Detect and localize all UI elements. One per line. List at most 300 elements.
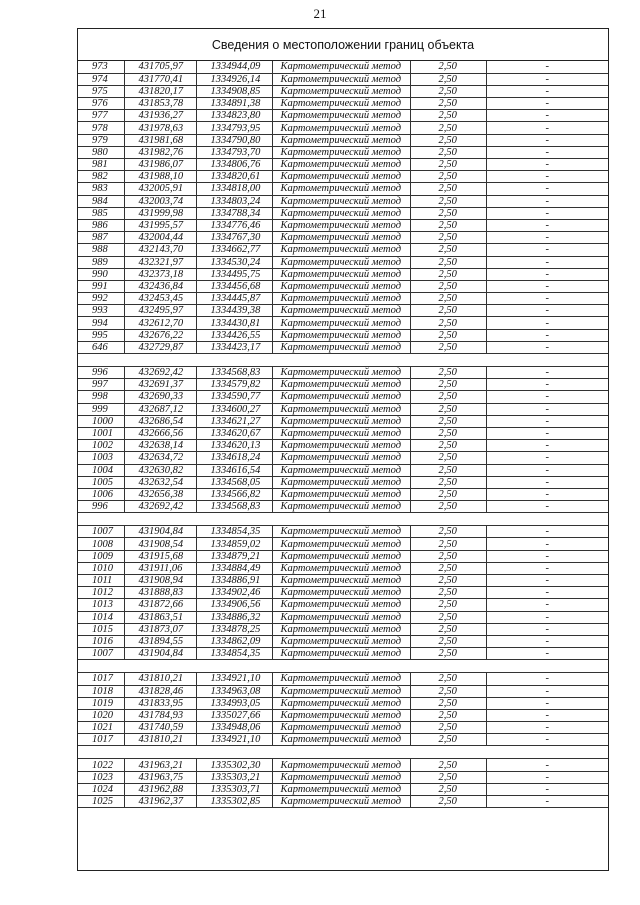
description: - xyxy=(486,501,608,513)
method: Картометрический метод xyxy=(272,648,410,660)
point-number: 1013 xyxy=(78,599,124,611)
accuracy: 2,50 xyxy=(410,488,486,500)
point-number: 997 xyxy=(78,379,124,391)
description: - xyxy=(486,759,608,771)
method: Картометрический метод xyxy=(272,280,410,292)
method: Картометрический метод xyxy=(272,427,410,439)
method: Картометрический метод xyxy=(272,697,410,709)
point-number: 980 xyxy=(78,146,124,158)
y-coordinate: 1334859,02 xyxy=(196,538,272,550)
point-number: 1025 xyxy=(78,796,124,808)
table-row xyxy=(78,709,608,721)
description: - xyxy=(486,146,608,158)
table-row xyxy=(78,110,608,122)
y-coordinate: 1334456,68 xyxy=(196,280,272,292)
x-coordinate: 432686,54 xyxy=(124,415,196,427)
method: Картометрический метод xyxy=(272,183,410,195)
accuracy: 2,50 xyxy=(410,759,486,771)
description: - xyxy=(486,171,608,183)
y-coordinate: 1334908,85 xyxy=(196,85,272,97)
point-number: 976 xyxy=(78,98,124,110)
x-coordinate: 431828,46 xyxy=(124,685,196,697)
accuracy: 2,50 xyxy=(410,427,486,439)
accuracy: 2,50 xyxy=(410,367,486,379)
method: Картометрический метод xyxy=(272,635,410,647)
method: Картометрический метод xyxy=(272,61,410,73)
description: - xyxy=(486,305,608,317)
x-coordinate: 431740,59 xyxy=(124,722,196,734)
description: - xyxy=(486,685,608,697)
point-number: 1021 xyxy=(78,722,124,734)
accuracy: 2,50 xyxy=(410,61,486,73)
x-coordinate: 431904,84 xyxy=(124,526,196,538)
x-coordinate: 432004,44 xyxy=(124,232,196,244)
x-coordinate: 432729,87 xyxy=(124,341,196,353)
y-coordinate: 1335303,71 xyxy=(196,783,272,795)
y-coordinate: 1334886,91 xyxy=(196,575,272,587)
accuracy: 2,50 xyxy=(410,293,486,305)
point-number: 1022 xyxy=(78,759,124,771)
table-row xyxy=(78,452,608,464)
x-coordinate: 431820,17 xyxy=(124,85,196,97)
point-number: 983 xyxy=(78,183,124,195)
y-coordinate: 1334426,55 xyxy=(196,329,272,341)
description: - xyxy=(486,734,608,746)
y-coordinate: 1334921,10 xyxy=(196,734,272,746)
table-row xyxy=(78,611,608,623)
group-separator xyxy=(78,513,608,526)
accuracy: 2,50 xyxy=(410,73,486,85)
y-coordinate: 1334926,14 xyxy=(196,73,272,85)
y-coordinate: 1334430,81 xyxy=(196,317,272,329)
description: - xyxy=(486,550,608,562)
x-coordinate: 431963,21 xyxy=(124,759,196,771)
point-number: 992 xyxy=(78,293,124,305)
accuracy: 2,50 xyxy=(410,771,486,783)
y-coordinate: 1334993,05 xyxy=(196,697,272,709)
point-number: 974 xyxy=(78,73,124,85)
description: - xyxy=(486,329,608,341)
point-number: 1004 xyxy=(78,464,124,476)
point-number: 1007 xyxy=(78,526,124,538)
accuracy: 2,50 xyxy=(410,232,486,244)
x-coordinate: 431982,76 xyxy=(124,146,196,158)
coordinates-table xyxy=(78,61,608,808)
y-coordinate: 1334862,09 xyxy=(196,635,272,647)
table-row xyxy=(78,783,608,795)
method: Картометрический метод xyxy=(272,293,410,305)
method: Картометрический метод xyxy=(272,685,410,697)
separator-cell xyxy=(78,513,608,526)
method: Картометрический метод xyxy=(272,379,410,391)
point-number: 993 xyxy=(78,305,124,317)
accuracy: 2,50 xyxy=(410,722,486,734)
group-separator xyxy=(78,660,608,673)
method: Картометрический метод xyxy=(272,256,410,268)
point-number: 989 xyxy=(78,256,124,268)
accuracy: 2,50 xyxy=(410,134,486,146)
table-row xyxy=(78,391,608,403)
point-number: 1016 xyxy=(78,635,124,647)
point-number: 1023 xyxy=(78,771,124,783)
table-body xyxy=(78,61,608,808)
description: - xyxy=(486,379,608,391)
y-coordinate: 1334963,08 xyxy=(196,685,272,697)
table-row xyxy=(78,219,608,231)
y-coordinate: 1334662,77 xyxy=(196,244,272,256)
table-row xyxy=(78,415,608,427)
description: - xyxy=(486,159,608,171)
point-number: 1012 xyxy=(78,587,124,599)
separator-cell xyxy=(78,746,608,759)
table-row xyxy=(78,623,608,635)
x-coordinate: 432692,42 xyxy=(124,501,196,513)
method: Картометрический метод xyxy=(272,98,410,110)
point-number: 996 xyxy=(78,501,124,513)
table-row xyxy=(78,562,608,574)
y-coordinate: 1334948,06 xyxy=(196,722,272,734)
x-coordinate: 431770,41 xyxy=(124,73,196,85)
table-row xyxy=(78,280,608,292)
method: Картометрический метод xyxy=(272,476,410,488)
method: Картометрический метод xyxy=(272,232,410,244)
method: Картометрический метод xyxy=(272,796,410,808)
table-row xyxy=(78,379,608,391)
x-coordinate: 432630,82 xyxy=(124,464,196,476)
y-coordinate: 1334600,27 xyxy=(196,403,272,415)
table-row xyxy=(78,73,608,85)
table-row xyxy=(78,488,608,500)
description: - xyxy=(486,317,608,329)
description: - xyxy=(486,575,608,587)
accuracy: 2,50 xyxy=(410,195,486,207)
table-row xyxy=(78,476,608,488)
table-row xyxy=(78,183,608,195)
point-number: 1019 xyxy=(78,697,124,709)
description: - xyxy=(486,526,608,538)
method: Картометрический метод xyxy=(272,623,410,635)
point-number: 975 xyxy=(78,85,124,97)
accuracy: 2,50 xyxy=(410,256,486,268)
description: - xyxy=(486,122,608,134)
accuracy: 2,50 xyxy=(410,796,486,808)
accuracy: 2,50 xyxy=(410,183,486,195)
point-number: 1005 xyxy=(78,476,124,488)
x-coordinate: 431915,68 xyxy=(124,550,196,562)
description: - xyxy=(486,73,608,85)
description: - xyxy=(486,367,608,379)
point-number: 988 xyxy=(78,244,124,256)
y-coordinate: 1334806,76 xyxy=(196,159,272,171)
table-row xyxy=(78,759,608,771)
point-number: 1003 xyxy=(78,452,124,464)
method: Картометрический метод xyxy=(272,440,410,452)
point-number: 978 xyxy=(78,122,124,134)
method: Картометрический метод xyxy=(272,722,410,734)
y-coordinate: 1334568,83 xyxy=(196,501,272,513)
method: Картометрический метод xyxy=(272,709,410,721)
point-number: 646 xyxy=(78,341,124,353)
y-coordinate: 1335302,30 xyxy=(196,759,272,771)
point-number: 1002 xyxy=(78,440,124,452)
description: - xyxy=(486,635,608,647)
y-coordinate: 1334776,46 xyxy=(196,219,272,231)
description: - xyxy=(486,341,608,353)
table-row xyxy=(78,293,608,305)
accuracy: 2,50 xyxy=(410,575,486,587)
table-row xyxy=(78,61,608,73)
method: Картометрический метод xyxy=(272,159,410,171)
group-separator xyxy=(78,354,608,367)
description: - xyxy=(486,280,608,292)
description: - xyxy=(486,611,608,623)
table-row xyxy=(78,635,608,647)
x-coordinate: 432143,70 xyxy=(124,244,196,256)
point-number: 990 xyxy=(78,268,124,280)
accuracy: 2,50 xyxy=(410,623,486,635)
y-coordinate: 1334568,83 xyxy=(196,367,272,379)
method: Картометрический метод xyxy=(272,488,410,500)
x-coordinate: 432612,70 xyxy=(124,317,196,329)
method: Картометрический метод xyxy=(272,219,410,231)
x-coordinate: 431988,10 xyxy=(124,171,196,183)
accuracy: 2,50 xyxy=(410,379,486,391)
method: Картометрический метод xyxy=(272,268,410,280)
y-coordinate: 1334879,21 xyxy=(196,550,272,562)
table-row xyxy=(78,427,608,439)
x-coordinate: 431908,94 xyxy=(124,575,196,587)
table-row xyxy=(78,329,608,341)
table-row xyxy=(78,550,608,562)
x-coordinate: 432321,97 xyxy=(124,256,196,268)
accuracy: 2,50 xyxy=(410,403,486,415)
x-coordinate: 432453,45 xyxy=(124,293,196,305)
x-coordinate: 431962,88 xyxy=(124,783,196,795)
description: - xyxy=(486,648,608,660)
accuracy: 2,50 xyxy=(410,317,486,329)
description: - xyxy=(486,709,608,721)
accuracy: 2,50 xyxy=(410,599,486,611)
table-title: Сведения о местоположении границ объекта xyxy=(78,29,608,61)
table-row xyxy=(78,575,608,587)
table-row xyxy=(78,232,608,244)
x-coordinate: 431894,55 xyxy=(124,635,196,647)
y-coordinate: 1334823,80 xyxy=(196,110,272,122)
table-row xyxy=(78,98,608,110)
table-row xyxy=(78,685,608,697)
method: Картометрический метод xyxy=(272,403,410,415)
accuracy: 2,50 xyxy=(410,587,486,599)
x-coordinate: 431911,06 xyxy=(124,562,196,574)
description: - xyxy=(486,587,608,599)
description: - xyxy=(486,244,608,256)
table-row xyxy=(78,599,608,611)
y-coordinate: 1334793,70 xyxy=(196,146,272,158)
accuracy: 2,50 xyxy=(410,391,486,403)
method: Картометрический метод xyxy=(272,207,410,219)
point-number: 982 xyxy=(78,171,124,183)
x-coordinate: 432691,37 xyxy=(124,379,196,391)
accuracy: 2,50 xyxy=(410,452,486,464)
x-coordinate: 431833,95 xyxy=(124,697,196,709)
point-number: 984 xyxy=(78,195,124,207)
y-coordinate: 1334790,80 xyxy=(196,134,272,146)
accuracy: 2,50 xyxy=(410,697,486,709)
description: - xyxy=(486,796,608,808)
description: - xyxy=(486,98,608,110)
accuracy: 2,50 xyxy=(410,476,486,488)
x-coordinate: 431962,37 xyxy=(124,796,196,808)
description: - xyxy=(486,623,608,635)
x-coordinate: 431904,84 xyxy=(124,648,196,660)
table-row xyxy=(78,796,608,808)
method: Картометрический метод xyxy=(272,587,410,599)
point-number: 1007 xyxy=(78,648,124,660)
table-row xyxy=(78,134,608,146)
description: - xyxy=(486,293,608,305)
y-coordinate: 1334902,46 xyxy=(196,587,272,599)
accuracy: 2,50 xyxy=(410,305,486,317)
x-coordinate: 432436,84 xyxy=(124,280,196,292)
x-coordinate: 432690,33 xyxy=(124,391,196,403)
x-coordinate: 431810,21 xyxy=(124,734,196,746)
method: Картометрический метод xyxy=(272,305,410,317)
y-coordinate: 1334944,09 xyxy=(196,61,272,73)
accuracy: 2,50 xyxy=(410,341,486,353)
point-number: 1014 xyxy=(78,611,124,623)
x-coordinate: 431888,83 xyxy=(124,587,196,599)
table-row xyxy=(78,171,608,183)
separator-cell xyxy=(78,354,608,367)
method: Картометрический метод xyxy=(272,771,410,783)
accuracy: 2,50 xyxy=(410,415,486,427)
description: - xyxy=(486,61,608,73)
accuracy: 2,50 xyxy=(410,440,486,452)
point-number: 1017 xyxy=(78,673,124,685)
table-row xyxy=(78,771,608,783)
point-number: 977 xyxy=(78,110,124,122)
table-row xyxy=(78,697,608,709)
accuracy: 2,50 xyxy=(410,110,486,122)
x-coordinate: 431873,07 xyxy=(124,623,196,635)
y-coordinate: 1335027,66 xyxy=(196,709,272,721)
method: Картометрический метод xyxy=(272,122,410,134)
accuracy: 2,50 xyxy=(410,685,486,697)
x-coordinate: 432666,56 xyxy=(124,427,196,439)
table-row xyxy=(78,146,608,158)
y-coordinate: 1334620,13 xyxy=(196,440,272,452)
description: - xyxy=(486,110,608,122)
table-row xyxy=(78,648,608,660)
y-coordinate: 1334590,77 xyxy=(196,391,272,403)
description: - xyxy=(486,562,608,574)
y-coordinate: 1334568,05 xyxy=(196,476,272,488)
accuracy: 2,50 xyxy=(410,526,486,538)
x-coordinate: 432687,12 xyxy=(124,403,196,415)
y-coordinate: 1334854,35 xyxy=(196,526,272,538)
accuracy: 2,50 xyxy=(410,85,486,97)
table-row xyxy=(78,538,608,550)
group-separator xyxy=(78,746,608,759)
x-coordinate: 431981,68 xyxy=(124,134,196,146)
y-coordinate: 1334616,54 xyxy=(196,464,272,476)
method: Картометрический метод xyxy=(272,317,410,329)
y-coordinate: 1334566,82 xyxy=(196,488,272,500)
table-row xyxy=(78,464,608,476)
method: Картометрический метод xyxy=(272,73,410,85)
accuracy: 2,50 xyxy=(410,268,486,280)
description: - xyxy=(486,134,608,146)
point-number: 1010 xyxy=(78,562,124,574)
description: - xyxy=(486,673,608,685)
method: Картометрический метод xyxy=(272,146,410,158)
description: - xyxy=(486,476,608,488)
point-number: 1024 xyxy=(78,783,124,795)
x-coordinate: 432676,22 xyxy=(124,329,196,341)
x-coordinate: 431936,27 xyxy=(124,110,196,122)
y-coordinate: 1334878,25 xyxy=(196,623,272,635)
accuracy: 2,50 xyxy=(410,464,486,476)
description: - xyxy=(486,403,608,415)
y-coordinate: 1334818,00 xyxy=(196,183,272,195)
accuracy: 2,50 xyxy=(410,98,486,110)
description: - xyxy=(486,599,608,611)
point-number: 999 xyxy=(78,403,124,415)
point-number: 994 xyxy=(78,317,124,329)
description: - xyxy=(486,183,608,195)
method: Картометрический метод xyxy=(272,171,410,183)
x-coordinate: 431978,63 xyxy=(124,122,196,134)
method: Картометрический метод xyxy=(272,415,410,427)
y-coordinate: 1334921,10 xyxy=(196,673,272,685)
method: Картометрический метод xyxy=(272,367,410,379)
separator-cell xyxy=(78,660,608,673)
description: - xyxy=(486,85,608,97)
table-row xyxy=(78,734,608,746)
y-coordinate: 1335303,21 xyxy=(196,771,272,783)
method: Картометрический метод xyxy=(272,562,410,574)
method: Картометрический метод xyxy=(272,673,410,685)
table-row xyxy=(78,526,608,538)
accuracy: 2,50 xyxy=(410,244,486,256)
accuracy: 2,50 xyxy=(410,146,486,158)
method: Картометрический метод xyxy=(272,575,410,587)
y-coordinate: 1334793,95 xyxy=(196,122,272,134)
x-coordinate: 431986,07 xyxy=(124,159,196,171)
table-row xyxy=(78,268,608,280)
description: - xyxy=(486,415,608,427)
description: - xyxy=(486,538,608,550)
y-coordinate: 1334445,87 xyxy=(196,293,272,305)
method: Картометрический метод xyxy=(272,341,410,353)
point-number: 995 xyxy=(78,329,124,341)
accuracy: 2,50 xyxy=(410,709,486,721)
accuracy: 2,50 xyxy=(410,635,486,647)
method: Картометрический метод xyxy=(272,329,410,341)
y-coordinate: 1334621,27 xyxy=(196,415,272,427)
point-number: 1000 xyxy=(78,415,124,427)
y-coordinate: 1335302,85 xyxy=(196,796,272,808)
point-number: 1015 xyxy=(78,623,124,635)
table-row xyxy=(78,207,608,219)
point-number: 1009 xyxy=(78,550,124,562)
y-coordinate: 1334803,24 xyxy=(196,195,272,207)
x-coordinate: 432003,74 xyxy=(124,195,196,207)
x-coordinate: 431853,78 xyxy=(124,98,196,110)
accuracy: 2,50 xyxy=(410,207,486,219)
table-row xyxy=(78,403,608,415)
method: Картометрический метод xyxy=(272,526,410,538)
